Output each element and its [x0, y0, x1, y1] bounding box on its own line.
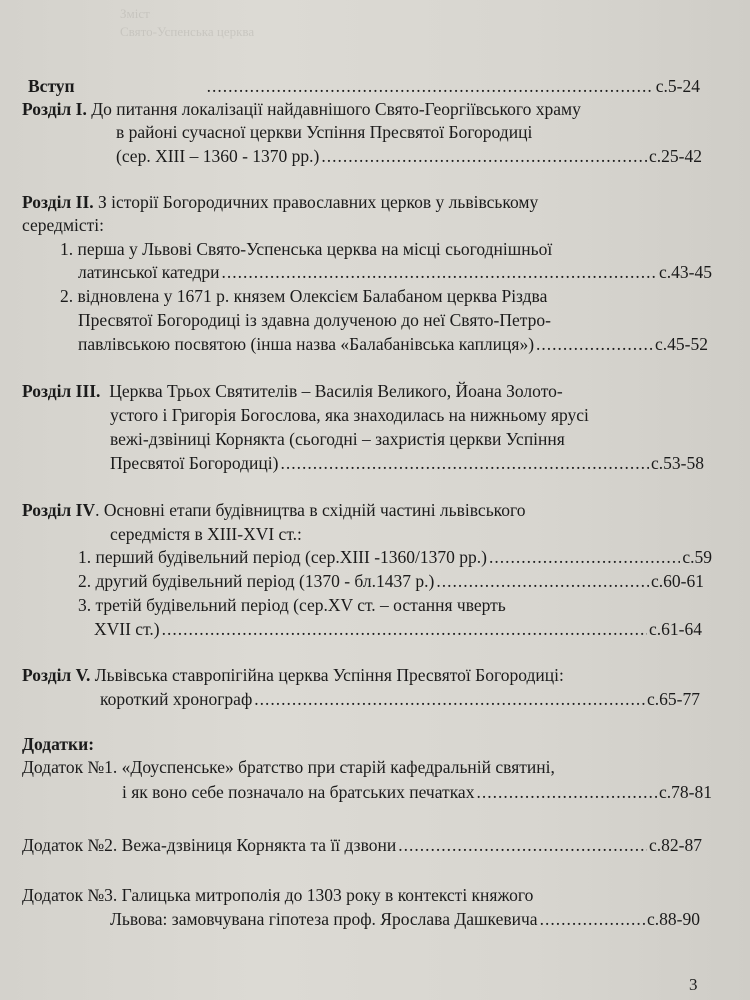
dot-leader: [436, 570, 649, 592]
dot-leader: [207, 75, 654, 97]
dot-leader: [321, 145, 647, 167]
toc-entry-appendix-3: Додаток №3. Галицька митрополія до 1303 року в контексті княжого: [22, 885, 534, 905]
toc-entry-section-4: Розділ IV. Основні етапи будівництва в східній частині львівського: [22, 500, 526, 520]
bleed-through-text: Зміст Свято-Успенська церква: [120, 6, 255, 39]
dot-leader: [489, 546, 680, 568]
dot-leader: [536, 333, 653, 355]
dot-leader: [280, 452, 649, 474]
toc-entry-intro: Вступ ..... c.5-24: [28, 75, 700, 97]
dot-leader: [254, 688, 645, 710]
toc-entry-appendix-2: Додаток №2. Вежа-дзвіниця Корнякта та її дзвони ..... c.82-87: [22, 834, 702, 856]
page-number: 3: [689, 975, 698, 994]
dot-leader: [162, 618, 647, 640]
toc-page: Зміст Свято-Успенська церква Вступ ..... c.5-24 Розділ І. До питання локалізації найдавнішого Свято-Георгіївського храму в районі сучасної церкви Успіння Пресвятої Богородиці (сер. XIII – 1360 - 1370 рр.) ..... c.25-42 Розділ ІІ. З історії Богородичних православних церков у львівському середмісті: 1. перша у Львові Свято-Успенська церква на місці сьогоднішньої латинської катедри ..... c.43-45 2. відновлена у 1671 р. князем Олексієм Балабаном церква Різдва Пресвятої Богородиці із здавна долученою до неї Свято-Петро- павлівською посвятою (інша назва «Балабанівська каплиця») ..... c.45-52 Розділ ІІІ. Церква Трьох Святителів – Василія Великого, Йоана Золото- устого і Григорія Богослова, яка знаходилась на нижньому ярусі вежі-дзвіниці Корнякта (сьогодні – захристія церкви Успіння Пресвятої Богородиці) ..... c.53-58 Розділ IV. Основні етапи будівництва в східній частині львівського середмістя в XIII-XVI ст.: 1. перший будівельний період (сер.XIII -1360/1370 рр.) ..... c.59 2. другий будівельний період (1370 - бл.1437 р.) ..... c.60-61 3. третій будівельний період (сер.XV ст. – остання чверть XVII ст.) ..... c.61-64 Розділ V. Львівська ставропігійна церква Успіння Пресвятої Богородиці: короткий хронограф ..... c.65-77 Додатки: Додаток №1. «Доуспенське» братство при старій кафедральній святині, і як воно себе позначало на братських печатках ..... c.78-81 Додаток №2. Вежа-дзвіниця Корнякта та її дзвони ..... c.82-87 Додаток №3. Галицька митрополія до 1303 року в контексті княжого Львова: замовчувана гіпотеза проф. Ярослава Дашкевича ..... c.88-90 3: [0, 0, 750, 1000]
dot-leader: [540, 908, 645, 930]
toc-entry-section-1: Розділ І. До питання локалізації найдавнішого Свято-Георгіївського храму: [22, 99, 581, 119]
dot-leader: [222, 261, 657, 283]
dot-leader: [476, 781, 657, 803]
toc-entry-section-5: Розділ V. Львівська ставропігійна церква Успіння Пресвятої Богородиці:: [22, 665, 564, 685]
toc-entry-section-2: Розділ ІІ. З історії Богородичних православних церков у львівському: [22, 192, 539, 212]
toc-entry-section-3: Розділ ІІІ. Церква Трьох Святителів – Василія Великого, Йоана Золото-: [22, 381, 563, 401]
dot-leader: [398, 834, 647, 856]
appendix-heading: Додатки:: [22, 734, 95, 754]
toc-entry-appendix-1: Додаток №1. «Доуспенське» братство при старій кафедральній святині,: [22, 757, 555, 777]
